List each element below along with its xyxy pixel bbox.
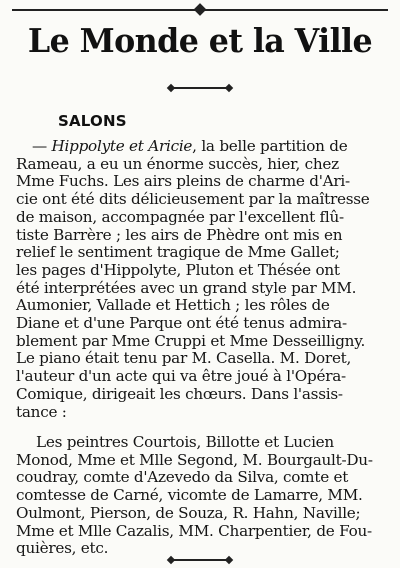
article-line: cie ont été dits délicieusement par la maîtresse — [16, 190, 370, 209]
attendees-line: Monod, Mme et Mlle Segond, M. Bourgault-Du- — [16, 450, 373, 469]
article-line: été interprétées avec un grand style par MM. — [16, 278, 357, 297]
attendees-line: Mme et Mlle Cazalis, MM. Charpentier, de Fou- — [16, 521, 372, 540]
attendees-line: Les peintres Courtois, Billotte et Lucien — [36, 433, 334, 451]
article-line: les pages d'Hippolyte, Pluton et Thésée ont — [16, 260, 340, 279]
attendees-line: coudray, comte d'Azevedo da Silva, comte et — [16, 468, 349, 487]
diamond-ornament-icon — [194, 3, 207, 16]
article-line: tiste Barrère ; les airs de Phèdre ont mis en — [16, 225, 343, 244]
ornament-right-diamond-icon — [225, 556, 233, 564]
attendees-line: Oulmont, Pierson, de Souza, R. Hahn, Naville; — [16, 503, 361, 522]
article-line: Diane et d'une Parque ont été tenus admira- — [16, 314, 347, 333]
top-decorative-rule — [12, 6, 388, 14]
article-line: relief le sentiment tragique de Mme Gallet; — [16, 243, 340, 262]
ornament-bar — [174, 87, 226, 89]
article-line: tance : — [16, 402, 67, 421]
article-body — [16, 138, 390, 421]
article-line: Le piano était tenu par M. Casella. M. Doret, — [16, 349, 352, 368]
article-line: Comique, dirigeait les chœurs. Dans l'assis- — [16, 384, 343, 403]
article-line: — Hippolyte et Aricie, la belle partition de — [32, 137, 348, 155]
attendees-line: comtesse de Carné, vicomte de Lamarre, MM. — [16, 486, 363, 505]
bottom-ornament — [168, 556, 232, 564]
article-dash: — — [32, 137, 52, 155]
attendees-line: quières, etc. — [16, 539, 109, 558]
attendees-paragraph — [16, 434, 390, 558]
section-heading: SALONS — [58, 112, 127, 130]
headline-ornament — [168, 84, 232, 92]
article-line: de maison, accompagnée par l'excellent flû- — [16, 207, 344, 226]
article-line: blement par Mme Cruppi et Mme Desseilligny. — [16, 331, 366, 350]
column-headline: Le Monde et la Ville — [27, 21, 373, 60]
article-lead-title: Hippolyte et Aricie — [51, 137, 193, 155]
ornament-bar — [174, 559, 226, 561]
article-line: Aumonier, Vallade et Hettich ; les rôles de — [16, 296, 330, 315]
article-line: Mme Fuchs. Les airs pleins de charme d'Ari- — [16, 172, 350, 191]
ornament-right-diamond-icon — [225, 84, 233, 92]
article-line: Rameau, a eu un énorme succès, hier, chez — [16, 154, 339, 173]
article-line: l'auteur d'un acte qui va être joué à l'Opéra- — [16, 367, 346, 386]
